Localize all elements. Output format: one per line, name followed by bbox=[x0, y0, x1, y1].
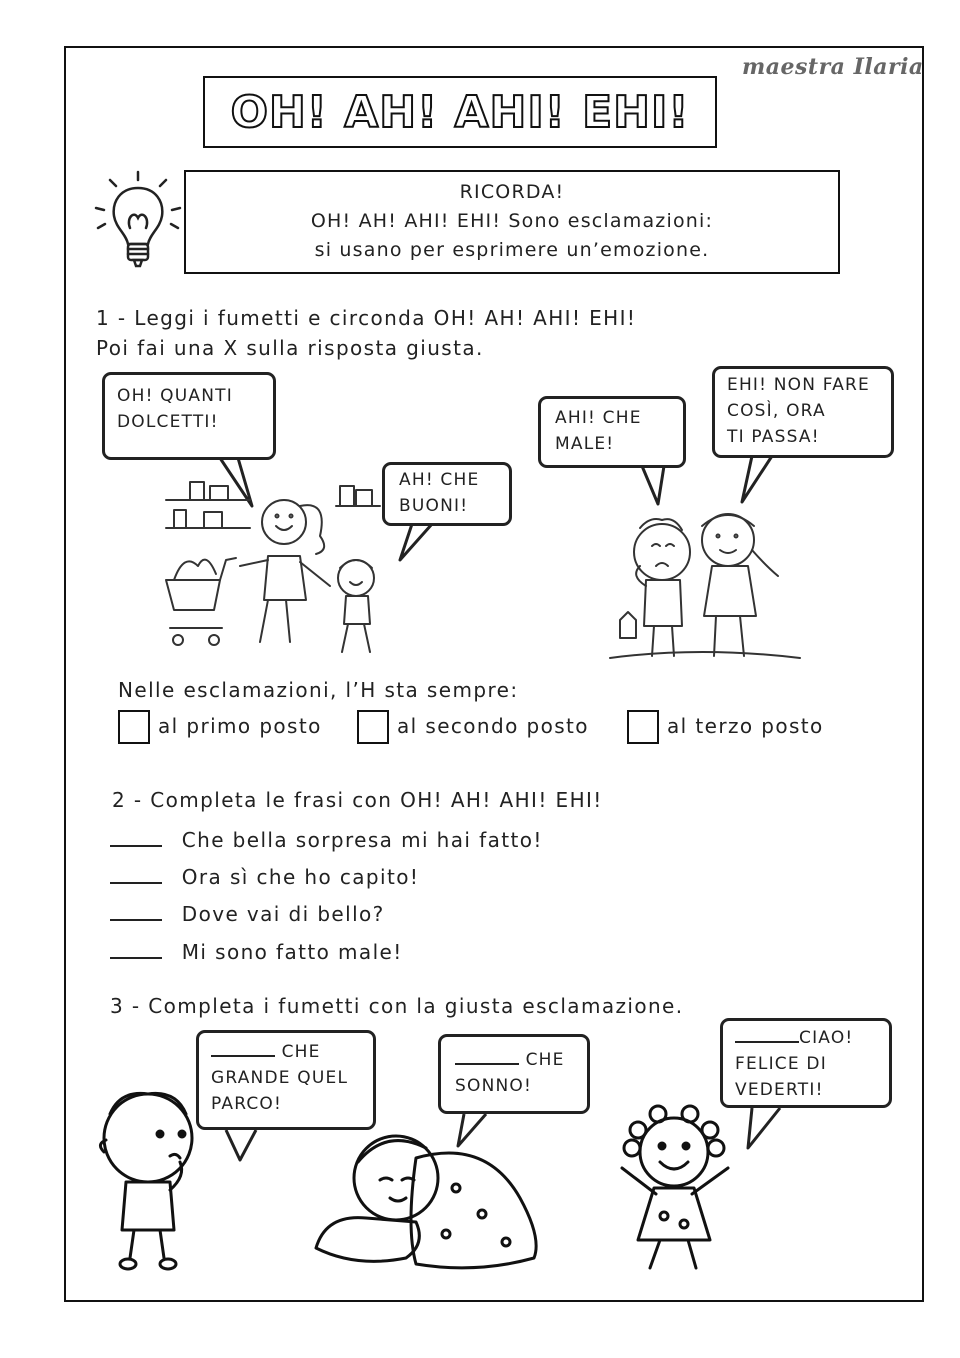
answer-blank[interactable] bbox=[110, 919, 162, 921]
checkbox-third-position[interactable] bbox=[627, 710, 659, 744]
kids-crying-illustration bbox=[600, 496, 810, 666]
bubble-text: CHE bbox=[525, 1050, 565, 1070]
ex2-sentence-row bbox=[110, 940, 403, 964]
ex2-sentence-row bbox=[110, 828, 543, 852]
speech-bubble-park bbox=[196, 1030, 376, 1130]
bubble-text-line: OH! QUANTI bbox=[117, 386, 233, 406]
bubble-text-line bbox=[455, 1047, 573, 1073]
option-third-position: al terzo posto bbox=[667, 714, 824, 738]
answer-blank[interactable] bbox=[110, 957, 162, 959]
bubble-text-line: VEDERTI! bbox=[735, 1080, 824, 1100]
ex2-sentence-row bbox=[110, 902, 385, 926]
speech-bubble-sleep bbox=[438, 1034, 590, 1114]
option-second-position: al secondo posto bbox=[397, 714, 589, 738]
bubble-text-line: DOLCETTI! bbox=[117, 412, 219, 432]
ex1-question: Nelle esclamazioni, l’H sta sempre: bbox=[118, 678, 519, 702]
happy-girl-illustration bbox=[598, 1096, 748, 1276]
checkbox-second-position[interactable] bbox=[357, 710, 389, 744]
speech-bubble-hello bbox=[720, 1018, 892, 1108]
remember-line-definition: OH! AH! AHI! EHI! Sono esclamazioni: bbox=[310, 210, 714, 232]
bubble-text-line: SONNO! bbox=[455, 1076, 533, 1096]
remember-line-usage: si usano per esprimere un’emozione. bbox=[314, 239, 710, 261]
checkbox-first-position[interactable] bbox=[118, 710, 150, 744]
bubble-text-line: GRANDE QUEL bbox=[211, 1068, 349, 1088]
ex2-sentence: Ora sì che ho capito! bbox=[181, 865, 420, 889]
bubble-text-line: MALE! bbox=[555, 434, 615, 454]
ex2-sentence: Mi sono fatto male! bbox=[181, 940, 403, 964]
bubble-text-line: TI PASSA! bbox=[727, 427, 820, 447]
bubble-text-line: AHI! CHE bbox=[555, 408, 642, 428]
bubble-text-line: AH! CHE bbox=[399, 470, 480, 490]
bubble-text-line: FELICE DI bbox=[735, 1054, 827, 1074]
sleeping-child-illustration bbox=[306, 1118, 552, 1278]
answer-blank[interactable] bbox=[110, 845, 162, 847]
bubble-text-line bbox=[211, 1039, 361, 1065]
thinking-boy-illustration bbox=[90, 1080, 210, 1280]
bubble-text-line: EHI! NON FARE bbox=[727, 375, 870, 395]
answer-blank[interactable] bbox=[455, 1063, 519, 1065]
bubble-text-line: COSÌ, ORA bbox=[727, 401, 826, 421]
answer-blank[interactable] bbox=[110, 882, 162, 884]
ex2-sentence-row bbox=[110, 865, 419, 889]
author-signature: maestra Ilaria bbox=[742, 54, 924, 80]
ex1-instruction-2: Poi fai una X sulla risposta giusta. bbox=[96, 336, 484, 360]
answer-blank[interactable] bbox=[211, 1055, 275, 1057]
remember-heading: RICORDA! bbox=[459, 181, 565, 203]
speech-bubble-ahi bbox=[538, 396, 686, 468]
bubble-text: CIAO! bbox=[799, 1028, 854, 1048]
bubble-text-line: BUONI! bbox=[399, 496, 469, 516]
page-title: OH! AH! AHI! EHI! bbox=[230, 86, 690, 138]
option-first-position: al primo posto bbox=[158, 714, 322, 738]
answer-blank[interactable] bbox=[735, 1041, 799, 1043]
bubble-text-line bbox=[735, 1025, 877, 1051]
speech-bubble-oh bbox=[102, 372, 276, 460]
speech-bubble-ehi bbox=[712, 366, 894, 458]
supermarket-illustration bbox=[160, 470, 410, 660]
bubble-text-line: PARCO! bbox=[211, 1094, 283, 1114]
ex2-heading: 2 - Completa le frasi con OH! AH! AHI! EHI! bbox=[112, 788, 603, 812]
ex1-instruction-1: 1 - Leggi i fumetti e circonda OH! AH! AHI! EHI! bbox=[96, 306, 637, 330]
ex2-sentence: Dove vai di bello? bbox=[181, 902, 385, 926]
ex2-sentence: Che bella sorpresa mi hai fatto! bbox=[181, 828, 543, 852]
bubble-text: CHE bbox=[281, 1042, 321, 1062]
ex3-heading: 3 - Completa i fumetti con la giusta esclamazione. bbox=[110, 994, 684, 1018]
